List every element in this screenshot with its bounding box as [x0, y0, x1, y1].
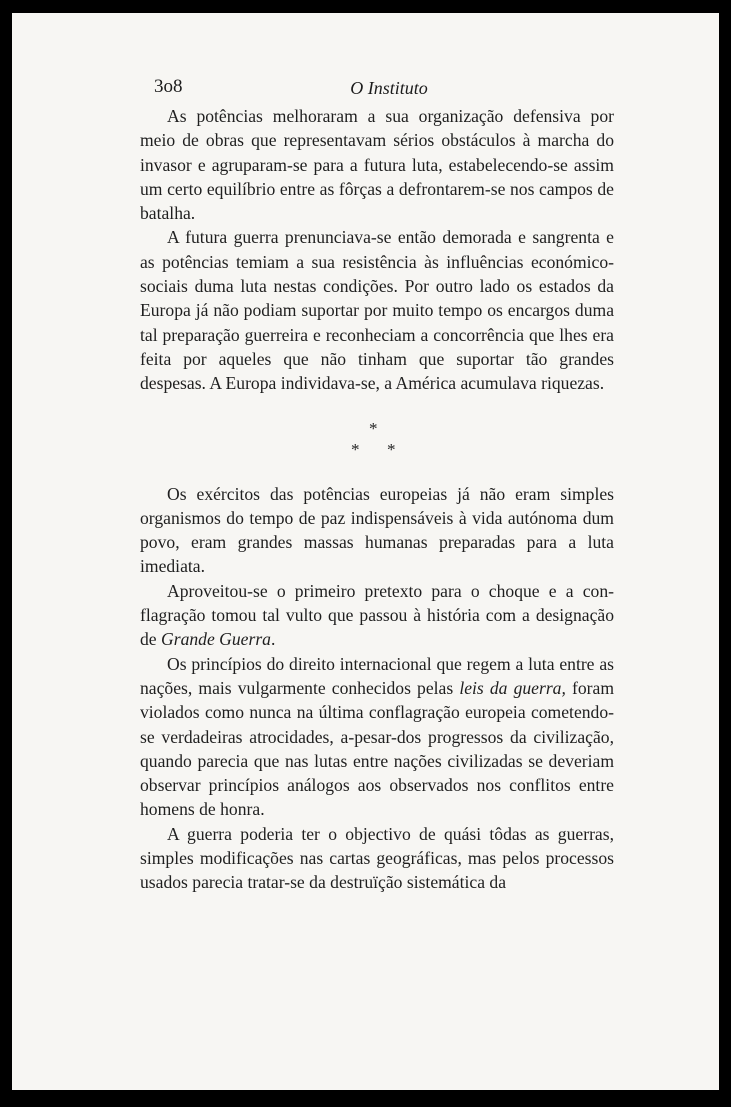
section-break-asterism	[140, 408, 614, 465]
paragraph: A guerra poderia ter o objectivo de quási tôdas as guerras, simples modificações nas cartas geográficas, mas pelos processos usados parecia tratar-se da destruïção sistemática da	[140, 823, 614, 893]
asterisk-icon: *	[387, 439, 396, 459]
italic-term: leis da guerra,	[459, 677, 566, 698]
italic-term: Grande Guerra	[161, 629, 271, 650]
running-title: O Instituto	[350, 78, 428, 98]
paragraph: A futura guerra prenunciava-se então demorada e sangrenta e as potências temiam a sua resistência às influências económico-sociais duma luta nestas condições. Por outro lado os estados da Europa já não podiam suportar por muito tempo os encargos duma tal preparação guerreira e reconheciam a concorrência que lhes era feita por aqueles que não tinham que suportar tão grandes despesas. A Europa individava-se, a América acumulava riquezas.	[140, 227, 614, 394]
asterisk-icon: *	[351, 439, 360, 459]
page-number: 3o8	[154, 76, 183, 97]
paragraph: Os exércitos das potências europeias já não eram simples organismos do tempo de paz indispensáveis à vida autónoma dum povo, eram grandes massas humanas preparadas para a luta imediata.	[140, 483, 614, 577]
paragraph: Aproveitou-se o primeiro pretexto para o choque e a conflagração tomou tal vulto que passou à história com a designação de Grande Guerra.	[140, 580, 614, 650]
paragraph: As potências melhoraram a sua organização defensiva por meio de obras que representavam sérios obstáculos à marcha do invasor e agruparam-se para a futura luta, estabelecendo-se assim um certo equilíbrio entre as fôrças a defrontarem-se nos campos de batalha.	[140, 106, 614, 224]
asterisk-icon: *	[369, 418, 378, 438]
body-text	[140, 104, 614, 895]
page-header	[154, 76, 624, 106]
paragraph: Os princípios do direito internacional que regem a luta entre as nações, mais vulgarmente conhecidos pelas leis da guerra, foram violados como nunca na última conflagração europeia cometendo-se verdadeiras atrocidades, a-pesar-dos progressos da civilização, quando parecia que nas lutas entre nações civilizadas se deveriam observar princípios análogos aos observados nos conflitos entre homens de honra.	[140, 653, 614, 820]
